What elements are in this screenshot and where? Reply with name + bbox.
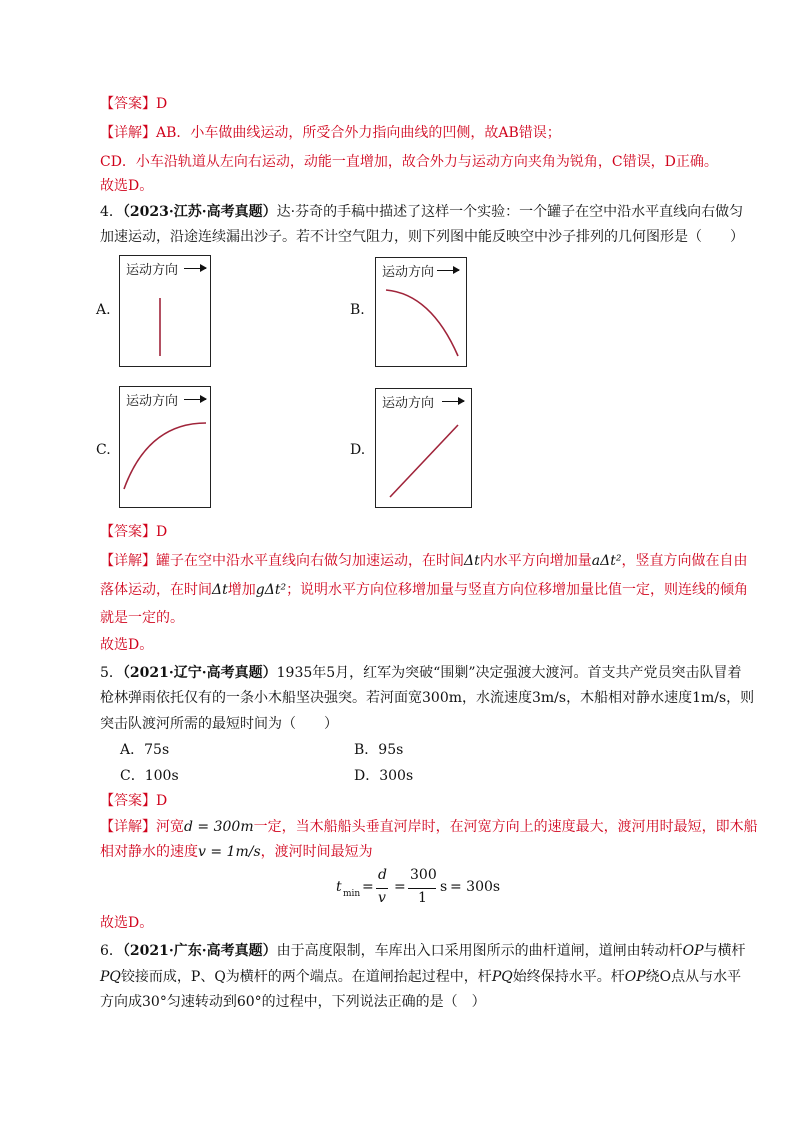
answer-3 (100, 94, 167, 114)
question-4-line2: 加速运动，沿途连续漏出沙子。若不计空气阻力，则下列图中能反映空中沙子排列的几何图形是（ ） (100, 229, 744, 245)
fraction-bar (376, 888, 388, 889)
sand-shape-vertical (120, 256, 212, 368)
figure-d (375, 388, 472, 508)
detail-4-conclusion: 故选D。 (100, 637, 154, 653)
answer-4: 【答案】D (100, 524, 168, 540)
detail-3-line2: CD．小车沿轨道从左向右运动，动能一直增加，故合外力与运动方向夹角为锐角，C错误，D正确。 (100, 154, 718, 170)
question-source: （2023·江苏·高考真题） (122, 204, 277, 220)
option-5d: D．300s (354, 768, 414, 784)
sand-shape-downward-curve (376, 258, 468, 368)
detail-label: 【详解】 (100, 125, 156, 141)
sand-shape-upward-curve (120, 387, 212, 509)
detail-5-line2: 相对静水的速度v = 1m/s，渡河时间最短为 (100, 844, 373, 860)
min-time-formula: t min = d v = 300 1 s = 300s (336, 867, 501, 906)
figure-a (119, 255, 211, 367)
figure-caption: 运动方向 (126, 394, 179, 409)
detail-5-line1: 【详解】河宽d = 300m一定，当木船船头垂直河岸时，在河宽方向上的速度最大，渡河用时最短，即木船 (100, 819, 758, 835)
question-4-line1: 4．（2023·江苏·高考真题）达·芬奇的手稿中描述了这样一个实验：一个罐子在空中沿水平直线向右做匀 (100, 204, 744, 220)
figure-caption: 运动方向 (382, 265, 435, 280)
question-6-line3: 方向成30°匀速转动到60°的过程中，下列说法正确的是（ ） (100, 994, 486, 1010)
sand-shape-straight-diagonal (376, 389, 473, 509)
detail-4-line2: 落体运动，在时间Δt增加gΔt²；说明水平方向位移增加量与竖直方向位移增加量比值一定，则连线的倾角 (100, 582, 749, 598)
question-6-line1: 6．（2021·广东·高考真题）由于高度限制，车库出入口采用图所示的曲杆道闸，道闸由转动杆OP与横杆 (100, 943, 746, 959)
option-d-label: D. (350, 442, 366, 458)
option-5c: C．100s (120, 768, 179, 784)
detail-4-line1: 【详解】罐子在空中沿水平直线向右做匀加速运动，在时间Δt内水平方向增加量aΔt²，竖直方向做在自由 (100, 553, 748, 569)
question-6-line2: PQ铰接而成，P、Q为横杆的两个端点。在道闸抬起过程中，杆PQ始终保持水平。杆OP绕O点从与水平 (100, 969, 742, 985)
figure-caption: 运动方向 (382, 396, 435, 411)
option-c-label: C. (96, 442, 111, 458)
figure-caption: 运动方向 (126, 263, 179, 278)
figure-c (119, 386, 211, 508)
detail-3-conclusion: 故选D。 (100, 178, 154, 194)
question-5-line3: 突击队渡河所需的最短时间为（ ） (100, 716, 338, 732)
option-a-label: A. (96, 302, 111, 318)
option-5a: A．75s (120, 742, 170, 758)
detail-3-line1: 【详解】AB．小车做曲线运动，所受合外力指向曲线的凹侧，故AB错误； (100, 125, 561, 141)
answer-value: D (156, 96, 168, 112)
option-b-label: B. (350, 302, 365, 318)
option-5b: B．95s (354, 742, 404, 758)
question-5-line2: 枪林弹雨依托仅有的一条小木船坚决强突。若河面宽300m，水流速度3m/s，木船相对静水速度1m/s，则 (100, 690, 755, 706)
question-5-line1: 5．（2021·辽宁·高考真题）1935年5月，红军为突破“围剿”决定强渡大渡河。首支共产党员突击队冒着 (100, 665, 742, 681)
detail-5-conclusion: 故选D。 (100, 915, 154, 931)
answer-5: 【答案】D (100, 793, 168, 809)
fraction-bar (408, 888, 436, 889)
detail-4-line3: 就是一定的。 (100, 610, 184, 626)
answer-label: 【答案】 (100, 96, 156, 112)
question-number: 4． (100, 204, 123, 220)
figure-b (375, 257, 467, 367)
